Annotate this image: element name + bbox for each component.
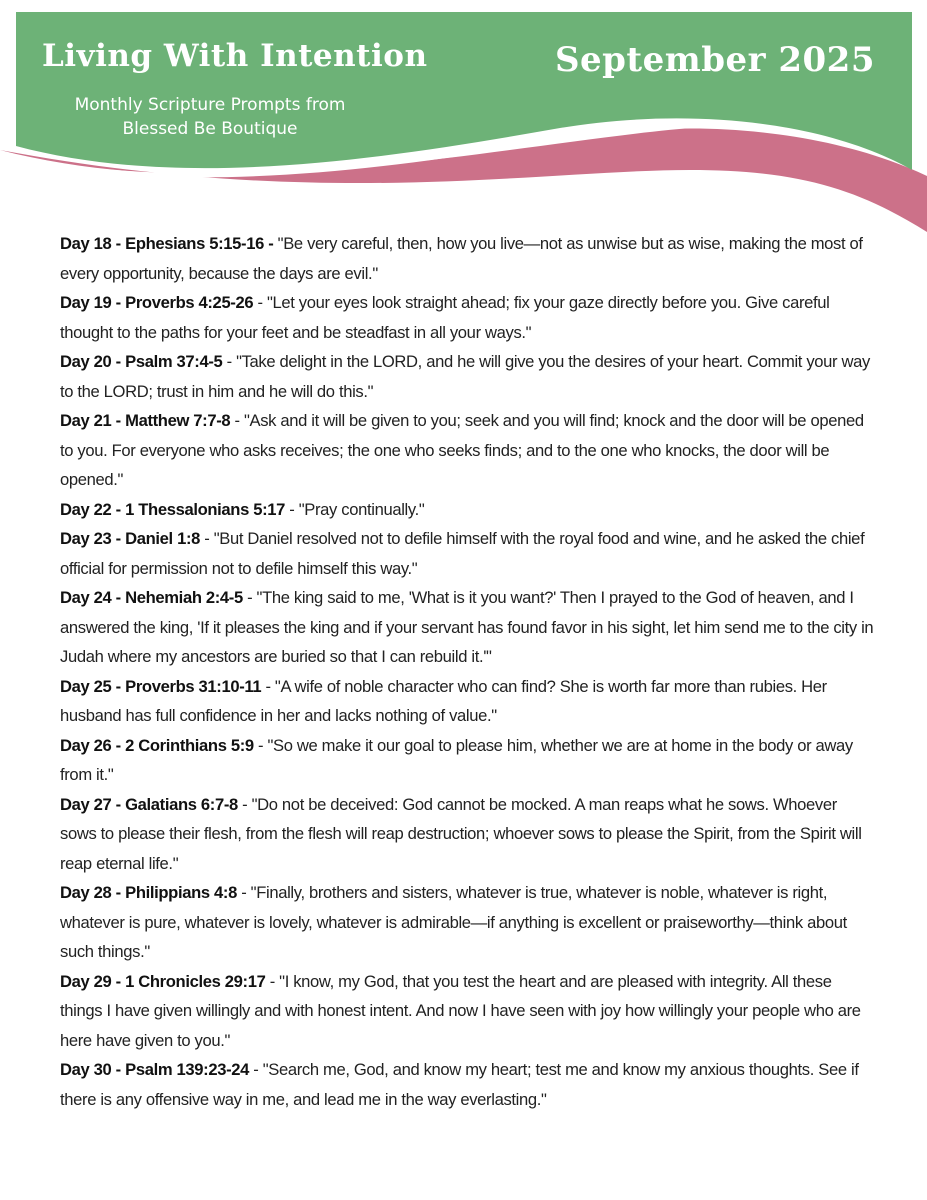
scripture-entry-day-23 [60, 524, 875, 583]
scripture-reference: Day 29 - 1 Chronicles 29:17 [60, 971, 266, 991]
scripture-text: - "But Daniel resolved not to defile himself with the royal food and wine, and he asked the chief official for permission not to defile himself this way." [60, 529, 865, 578]
scripture-text: - "Take delight in the LORD, and he will give you the desires of your heart. Commit your way to the LORD; trust in him and he will do this." [60, 352, 870, 401]
scripture-entry-day-25 [60, 672, 875, 731]
scripture-entry-day-28 [60, 878, 875, 967]
page-subtitle: Monthly Scripture Prompts from Blessed Be Boutique [74, 95, 346, 139]
scripture-reference: Day 19 - Proverbs 4:25-26 [60, 293, 254, 312]
scripture-text: - "A wife of noble character who can find? She is worth far more than rubies. Her husband has full confidence in her and lacks nothing of value." [60, 676, 827, 725]
scripture-text: - "Pray continually." [285, 499, 425, 519]
scripture-reference: Day 26 - 2 Corinthians 5:9 [60, 735, 254, 755]
scripture-entry-day-29 [60, 967, 875, 1056]
scripture-text: - "So we make it our goal to please him, whether we are at home in the body or away from it." [60, 735, 853, 784]
scripture-entry-day-24 [60, 583, 875, 672]
scripture-reference: Day 18 - Ephesians 5:15-16 - [60, 234, 274, 253]
scripture-entry-day-18 [60, 229, 875, 288]
scripture-entry-day-20 [60, 347, 875, 406]
scripture-reference: Day 21 - Matthew 7:7-8 [60, 411, 231, 430]
scripture-list [60, 229, 875, 1114]
scripture-reference: Day 25 - Proverbs 31:10-11 [60, 676, 262, 696]
scripture-text: - "Let your eyes look straight ahead; fix your gaze directly before you. Give careful thought to the paths for your feet and be steadfast in all your ways." [60, 293, 830, 342]
scripture-text: - "Search me, God, and know my heart; test me and know my anxious thoughts. See if there is any offensive way in me, and lead me in the way everlasting." [60, 1060, 859, 1109]
scripture-entry-day-21 [60, 406, 875, 495]
scripture-reference: Day 22 - 1 Thessalonians 5:17 [60, 499, 286, 519]
scripture-entry-day-26 [60, 731, 875, 790]
scripture-entry-day-22 [60, 495, 875, 525]
scripture-entry-day-27 [60, 790, 875, 879]
scripture-reference: Day 23 - Daniel 1:8 [60, 529, 200, 548]
scripture-reference: Day 20 - Psalm 37:4-5 [60, 352, 223, 371]
scripture-text: "Be very careful, then, how you live—not as unwise but as wise, making the most of every opportunity, because the days are evil." [60, 234, 863, 283]
scripture-reference: Day 24 - Nehemiah 2:4-5 [60, 588, 243, 607]
scripture-text: - "I know, my God, that you test the heart and are pleased with integrity. All these things I have given willingly and with honest intent. And now I have seen with joy how willingly your people who are here have given to you." [60, 971, 861, 1050]
scripture-text: - "Do not be deceived: God cannot be mocked. A man reaps what he sows. Whoever sows to please their flesh, from the flesh will reap destruction; whoever sows to please the Spirit, from the Spirit will reap eternal life." [60, 794, 862, 873]
scripture-text: - "Ask and it will be given to you; seek and you will find; knock and the door will be opened to you. For everyone who asks receives; the one who seeks finds; and to the one who knocks, the door will be opened." [60, 411, 864, 489]
scripture-text: - "The king said to me, 'What is it you want?' Then I prayed to the God of heaven, and I answered the king, 'If it pleases the king and if your servant has found favor in his sight, let him send me to the city in Judah where my ancestors are buried so that I can rebuild it.'" [60, 588, 874, 666]
scripture-text: - "Finally, brothers and sisters, whatever is true, whatever is noble, whatever is right, whatever is pure, whatever is lovely, whatever is admirable—if anything is excellent or praiseworthy—think about such things." [60, 883, 847, 961]
page-header [0, 0, 927, 240]
page-title: Living With Intention [42, 38, 428, 74]
scripture-reference: Day 27 - Galatians 6:7-8 [60, 794, 238, 814]
scripture-entry-day-30 [60, 1055, 875, 1114]
month-label: September 2025 [554, 40, 875, 80]
scripture-reference: Day 28 - Philippians 4:8 [60, 883, 237, 902]
scripture-reference: Day 30 - Psalm 139:23-24 [60, 1060, 250, 1079]
scripture-entry-day-19 [60, 288, 875, 347]
